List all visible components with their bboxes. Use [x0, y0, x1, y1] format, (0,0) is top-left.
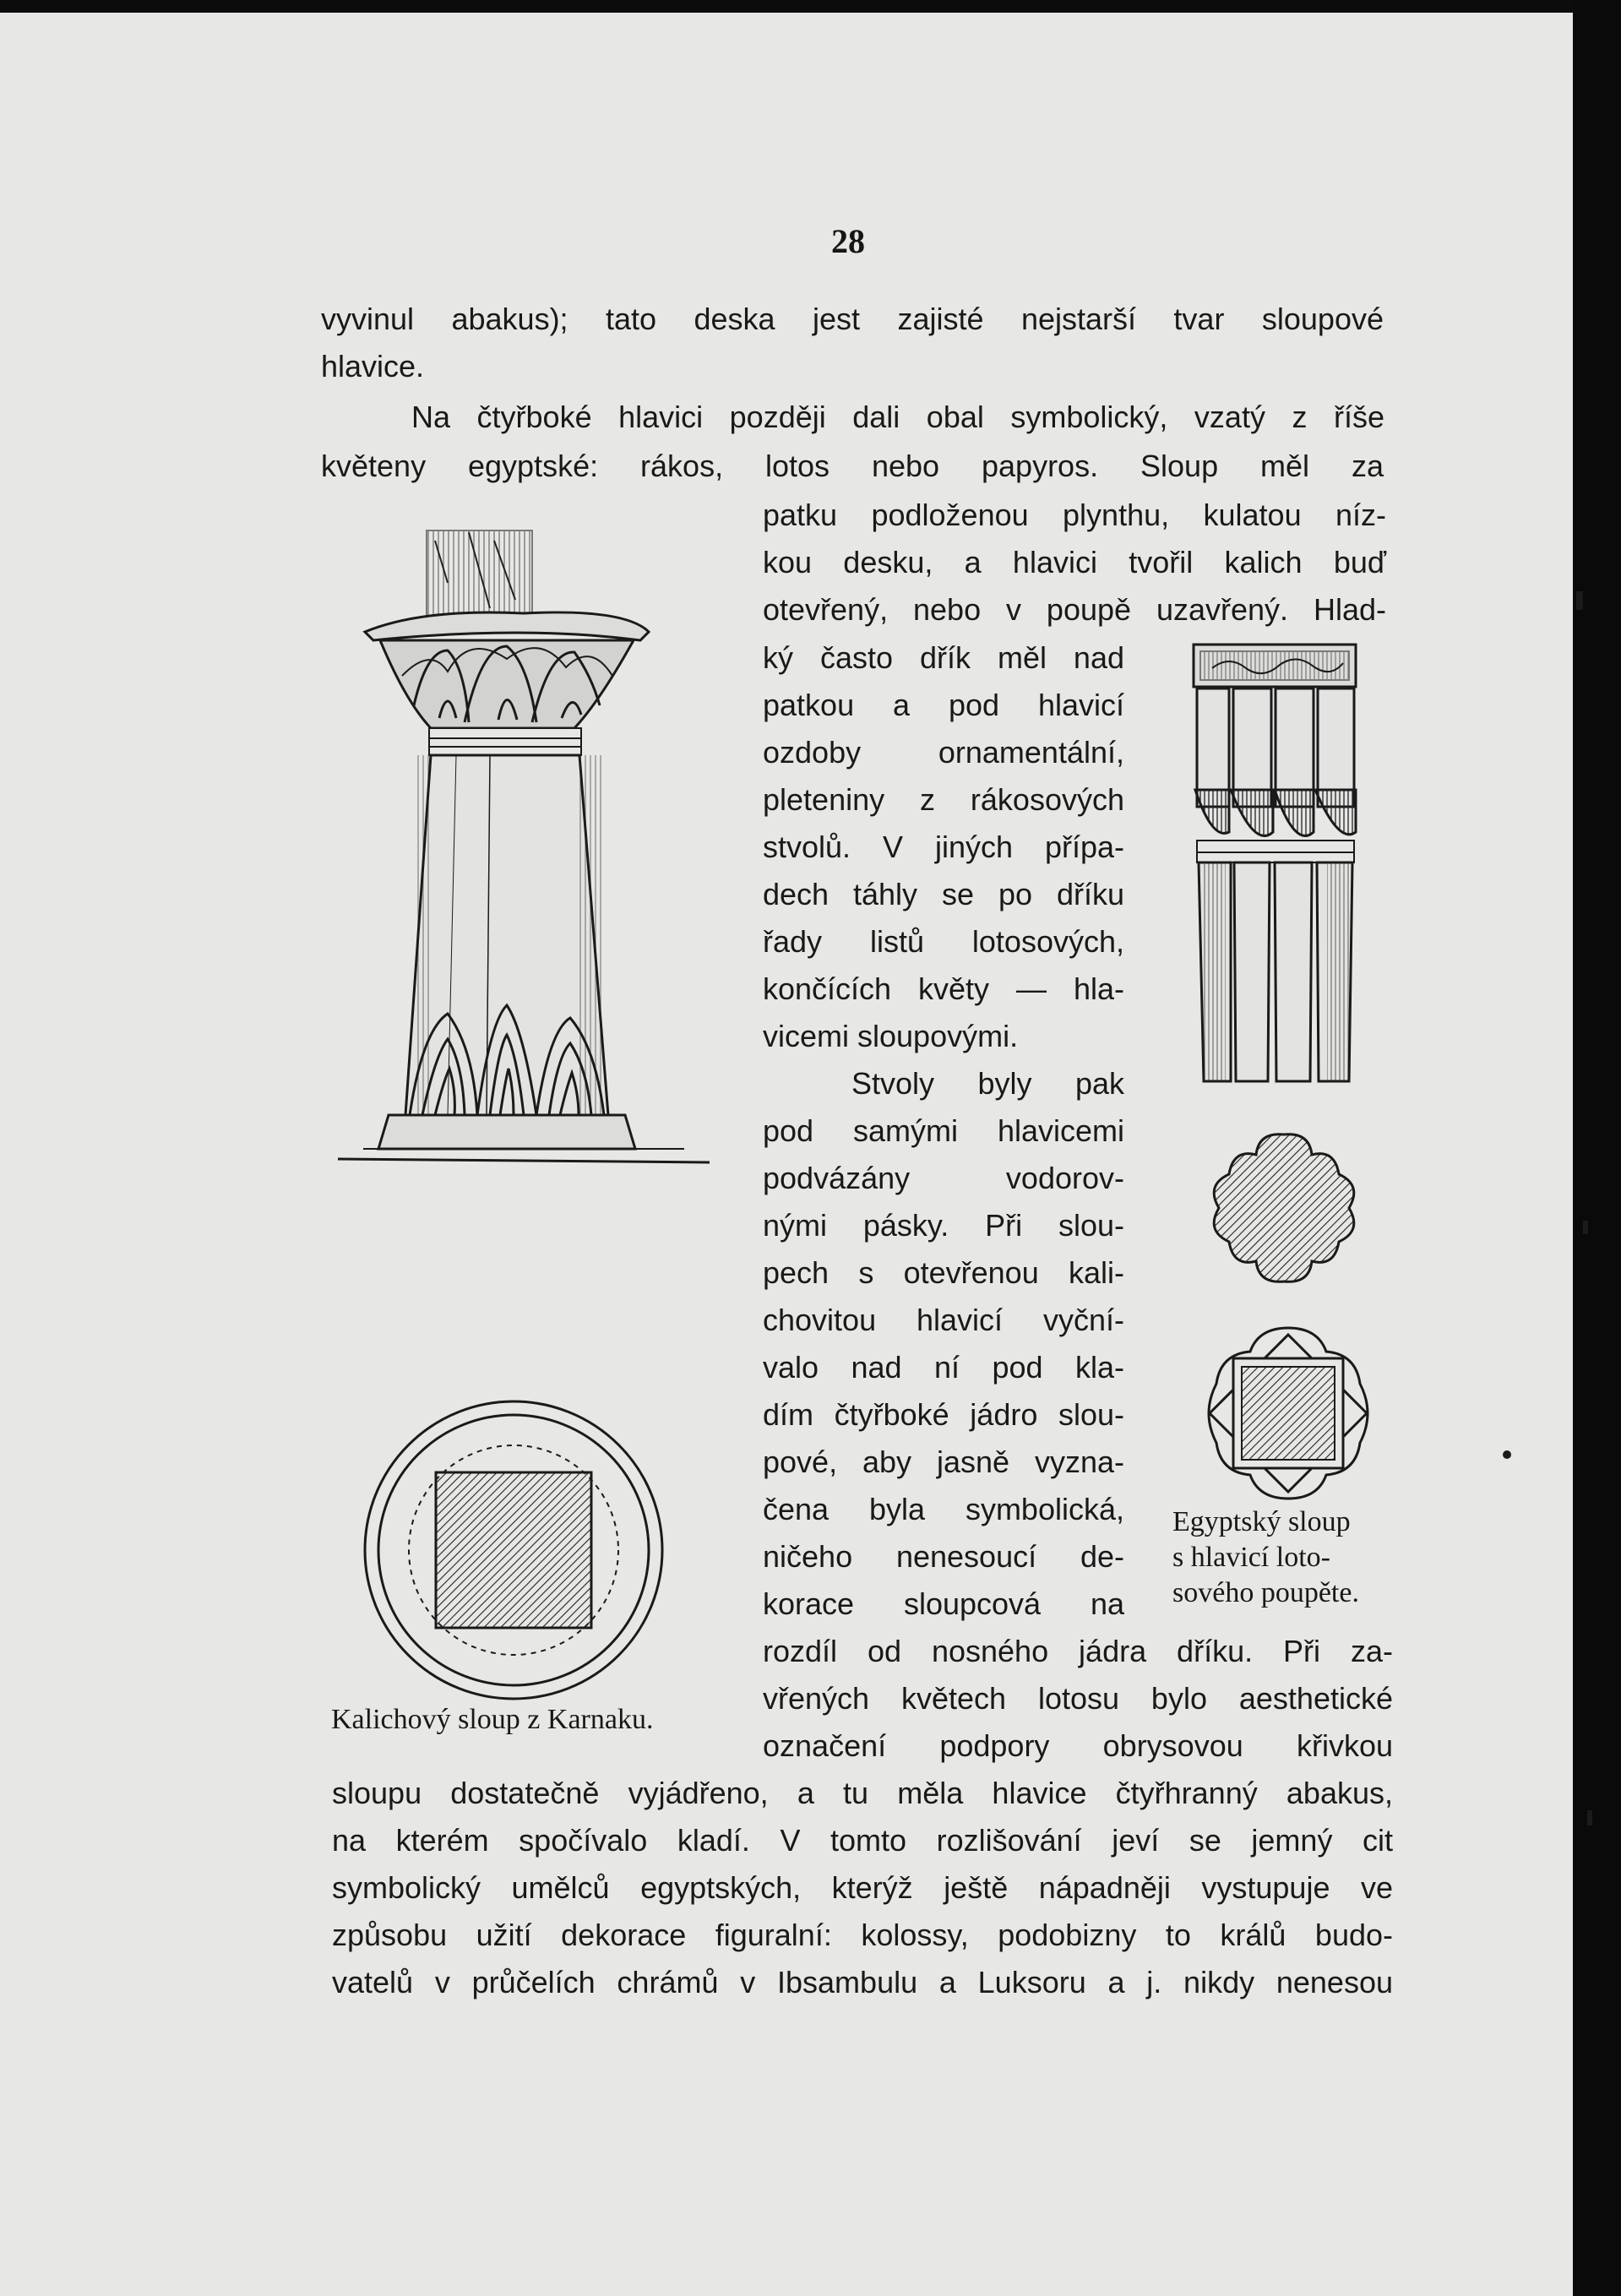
text-line: patku podloženou plynthu, kulatou níz- [763, 498, 1386, 532]
figure-caption-right-2: s hlavicí loto- [1172, 1542, 1330, 1573]
figure-caption-left: Kalichový sloup z Karnaku. [331, 1704, 654, 1735]
text-line: řady listů lotosových, [763, 924, 1124, 959]
text-line: ničeho nenesoucí de- [763, 1539, 1124, 1574]
text-line: ozdoby ornamentální, [763, 735, 1124, 770]
text-line: vyvinul abakus); tato deska jest zajisté nejstarší tvar sloupové [321, 302, 1384, 336]
lotus-bud-column-illustration [1178, 638, 1373, 1085]
text-line: květeny egyptské: rákos, lotos nebo papyros. Sloup měl za [321, 449, 1384, 483]
scan-speck [1587, 1810, 1592, 1825]
text-line: na kterém spočívalo kladí. V tomto rozlišování jeví se jemný cit [332, 1823, 1393, 1858]
figure-caption-right-3: sového poupěte. [1172, 1577, 1359, 1608]
text-line: pleteniny z rákosových [763, 782, 1124, 817]
text-line: ký často dřík měl nad [763, 640, 1124, 675]
scan-speck [1583, 1221, 1588, 1234]
text-line: patkou a pod hlavicí [763, 688, 1124, 722]
text-line: dím čtyřboké jádro slou- [763, 1397, 1124, 1432]
text-line: podvázány vodorov- [763, 1161, 1124, 1195]
page-number: 28 [831, 222, 865, 260]
text-line: rozdíl od nosného jádra dříku. Při za- [763, 1634, 1393, 1668]
text-line: Stvoly byly pak [851, 1066, 1124, 1101]
text-line: stvolů. V jiných přípa- [763, 830, 1124, 864]
text-line: končících květy — hla- [763, 971, 1124, 1006]
text-line: vicemi sloupovými. [763, 1019, 1019, 1053]
text-line: označení podpory obrysovou křivkou [763, 1728, 1393, 1763]
lotus-section-plan [1204, 1128, 1364, 1288]
text-line: chovitou hlavicí vyční- [763, 1303, 1124, 1337]
bud-capital-plan [1199, 1325, 1377, 1502]
text-line: Na čtyřboké hlavici později dali obal symbolický, vzatý z říše [411, 400, 1384, 434]
text-line: vatelů v průčelích chrámů v Ibsambulu a Luksoru a j. nikdy nenesou [332, 1965, 1393, 1999]
text-line: pové, aby jasně vyzna- [763, 1445, 1124, 1479]
text-line: čena byla symbolická, [763, 1492, 1124, 1526]
calyx-column-illustration [321, 507, 726, 1352]
text-line: způsobu užití dekorace figuralní: kolossy, podobizny to králů budo- [332, 1918, 1393, 1952]
text-line: otevřený, nebo v poupě uzavřený. Hlad- [763, 592, 1386, 627]
scan-border [1573, 0, 1621, 2296]
text-line: kou desku, a hlavici tvořil kalich buď [763, 545, 1386, 579]
column-plan-circle [362, 1398, 666, 1702]
text-line: korace sloupcová na [763, 1586, 1124, 1621]
text-line: pod samými hlavicemi [763, 1113, 1124, 1148]
text-line: dech táhly se po dříku [763, 877, 1124, 911]
scan-speck [1503, 1450, 1511, 1459]
text-line: vřených květech lotosu bylo aesthetické [763, 1681, 1393, 1716]
text-line: valo nad ní pod kla- [763, 1350, 1124, 1385]
figure-caption-right-1: Egyptský sloup [1172, 1506, 1351, 1537]
text-line: hlavice. [321, 349, 425, 384]
text-line: nými pásky. Při slou- [763, 1208, 1124, 1243]
text-line: symbolický umělců egyptských, kterýž ještě nápadněji vystupuje ve [332, 1870, 1393, 1905]
text-line: sloupu dostatečně vyjádřeno, a tu měla hlavice čtyřhranný abakus, [332, 1776, 1393, 1810]
text-line: pech s otevřenou kali- [763, 1255, 1124, 1290]
scan-speck [1576, 591, 1583, 610]
